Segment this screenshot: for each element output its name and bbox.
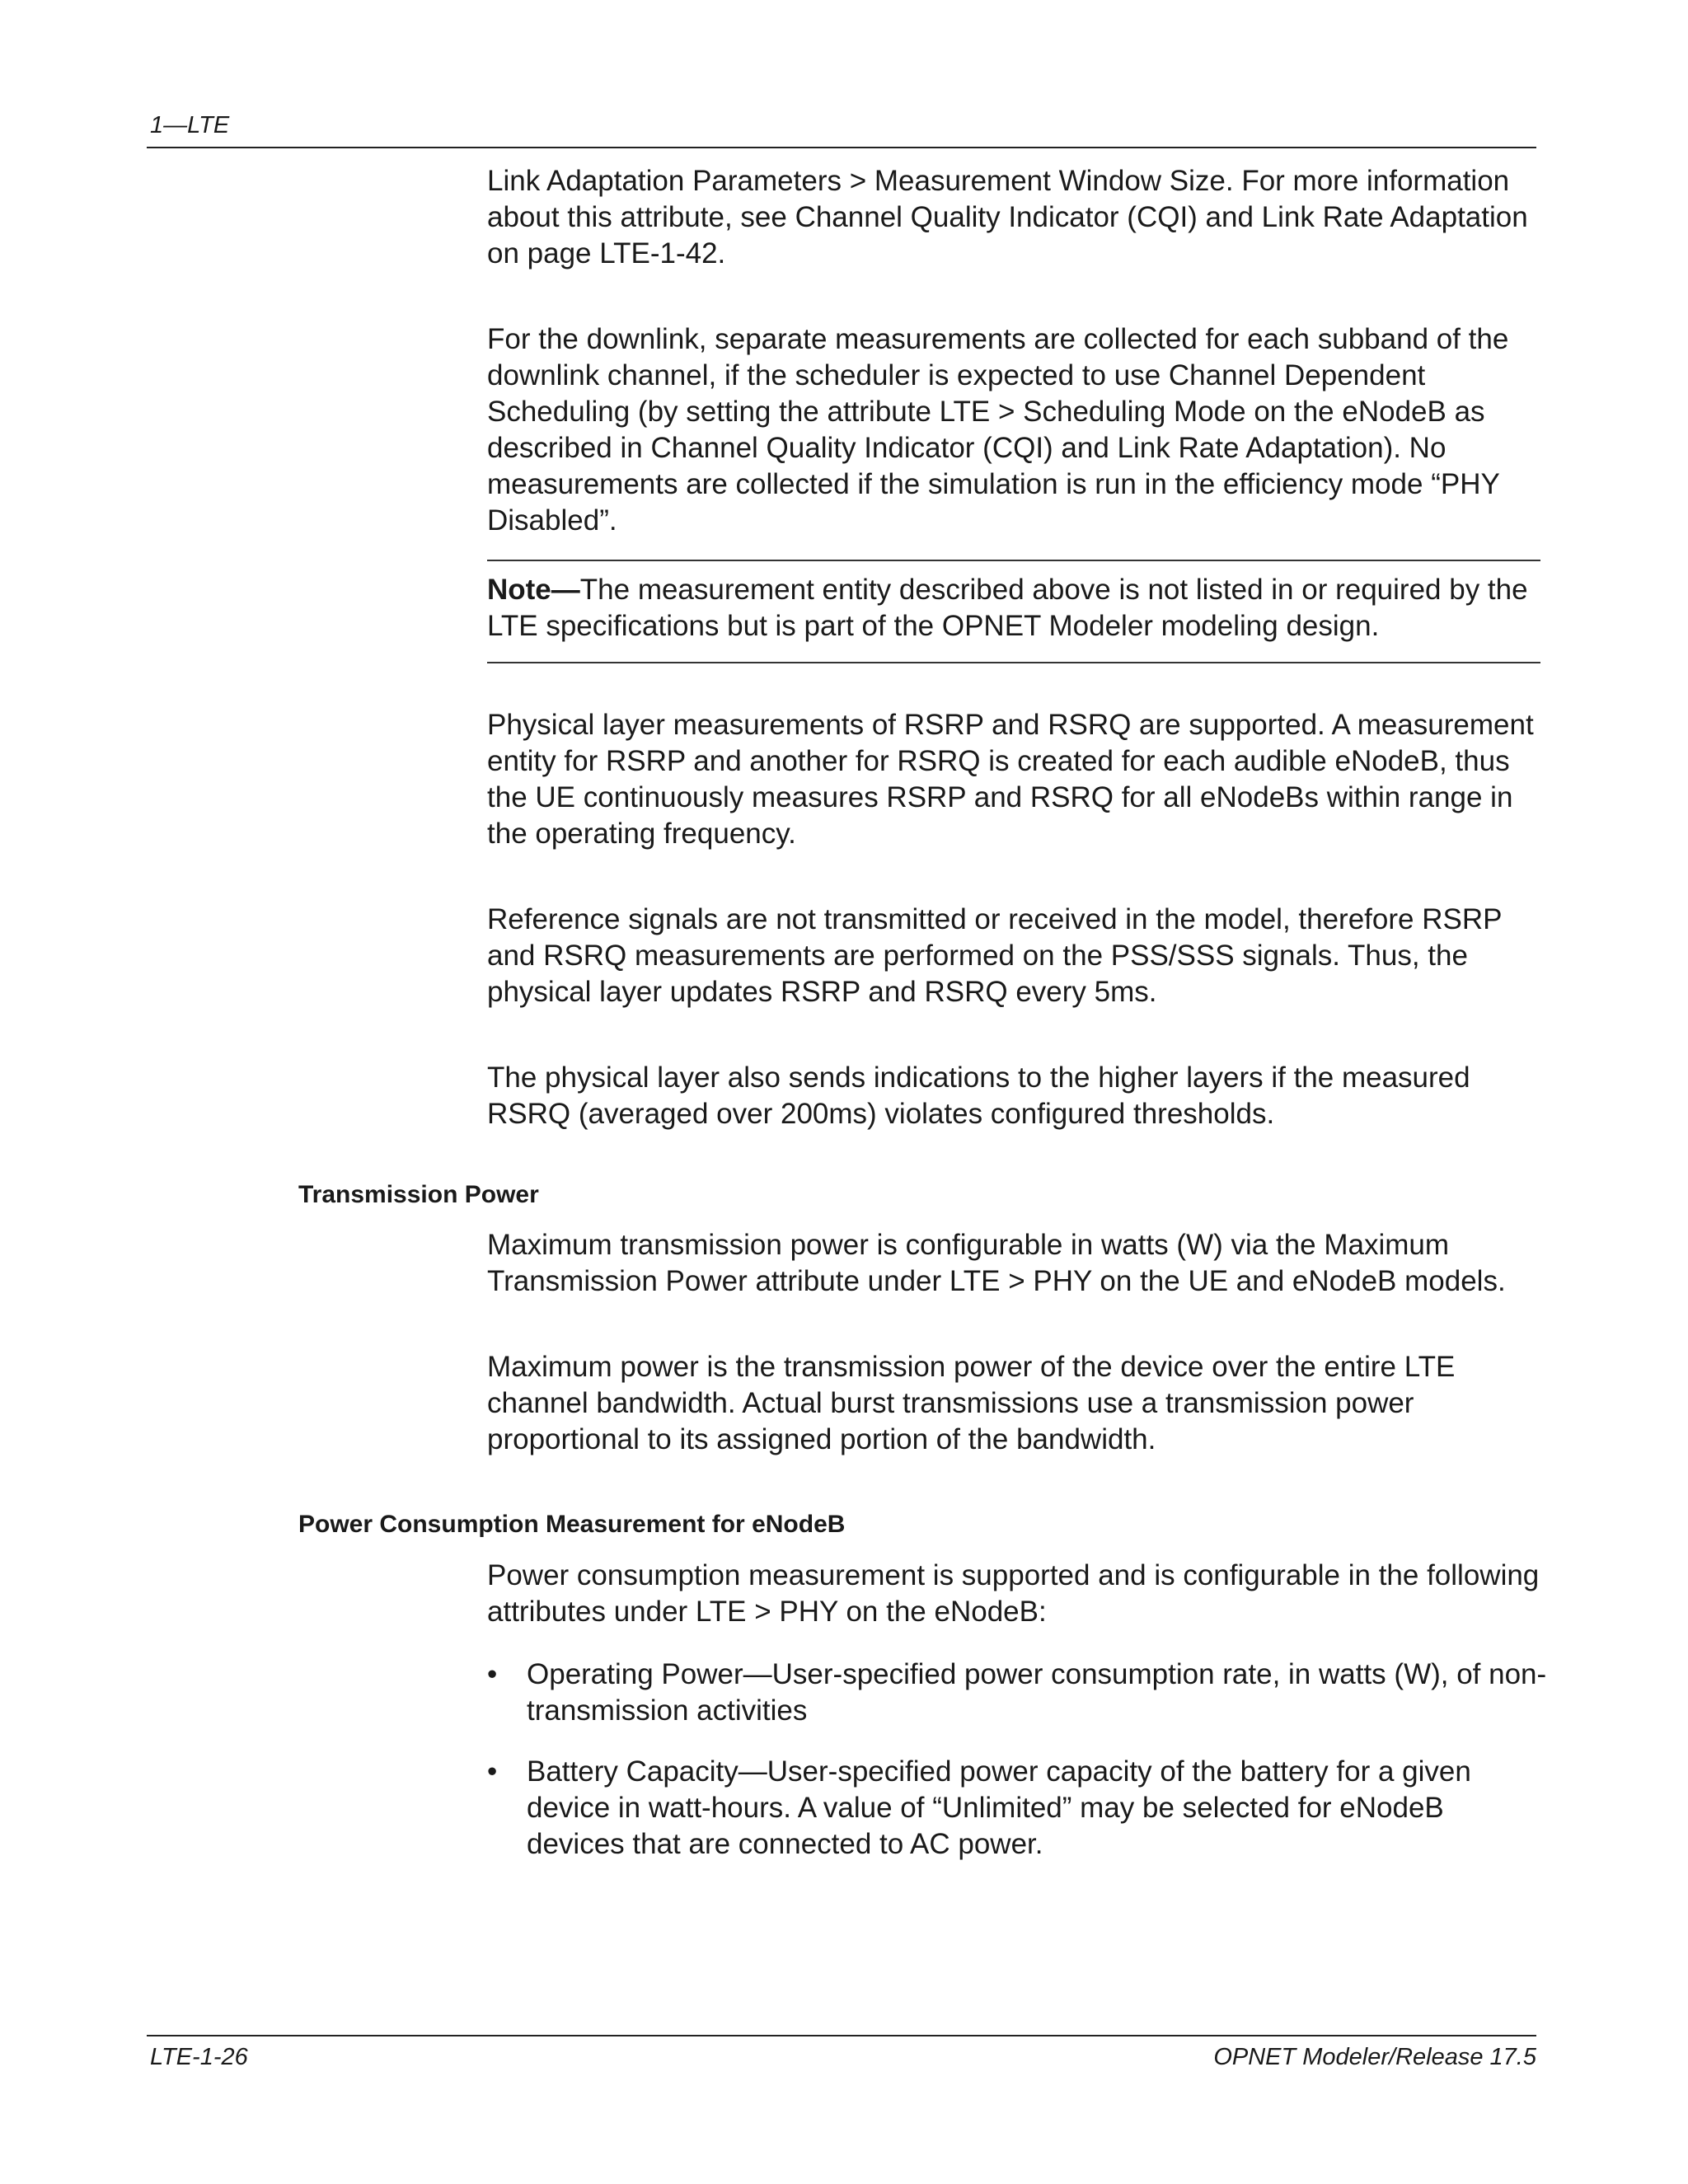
paragraph-higher-layer-indications: [487, 1060, 1550, 1132]
paragraph-downlink-measurements: [487, 321, 1550, 539]
paragraph-text: Physical layer measurements of RSRP and RSRQ are supported. A measurement entity for RSRP and another for RSRQ is created for each audible eNodeB, thus the UE continuously measures RSRP and RSRQ for all eNodeBs within range in the operating frequency.: [487, 709, 1534, 850]
paragraph-text: Maximum transmission power is configurable in watts (W) via the Maximum Transmission Power attribute under LTE > PHY on the UE and eNodeB models.: [487, 1229, 1506, 1297]
paragraph-text: Power consumption measurement is supported and is configurable in the following attributes under LTE > PHY on the eNodeB:: [487, 1559, 1540, 1628]
footer-page-number: LTE-1-26: [150, 2044, 248, 2070]
heading-power-consumption: Power Consumption Measurement for eNodeB: [298, 1511, 846, 1538]
note-box: [487, 572, 1550, 644]
paragraph-max-transmission-power: [487, 1227, 1550, 1300]
paragraph-text: For the downlink, separate measurements are collected for each subband of the downlink channel, if the scheduler is expected to use Channel Dependent Scheduling (by setting the attribute LTE > Scheduling Mode on the eNodeB as described in Channel Quality Indicator (CQI) and Link Rate Adaptation). No measurements are collected if the simulation is run in the efficiency mode “PHY Disabled”.: [487, 323, 1509, 537]
paragraph-text: Link Adaptation Parameters > Measurement Window Size. For more information about this attribute, see Channel Quality Indicator (CQI) and Link Rate Adaptation on page LTE-1-42.: [487, 165, 1528, 269]
footer-rule: [147, 2035, 1536, 2036]
bullet-text: Battery Capacity—User-specified power capacity of the battery for a given device in watt-hours. A value of “Unlimited” may be selected for eNodeB devices that are connected to AC power.: [527, 1755, 1471, 1860]
bullet-marker: •: [487, 1658, 498, 1690]
running-header: 1—LTE: [150, 112, 230, 138]
paragraph-text: The physical layer also sends indications to the higher layers if the measured RSRQ (averaged over 200ms) violates configured thresholds.: [487, 1062, 1470, 1130]
note-top-rule: [487, 560, 1540, 561]
note-bottom-rule: [487, 662, 1540, 663]
footer-product: OPNET Modeler/Release 17.5: [1213, 2044, 1536, 2070]
paragraph-max-power-bandwidth: [487, 1349, 1550, 1458]
bullet-text: Operating Power—User-specified power consumption rate, in watts (W), of non-transmission activities: [527, 1658, 1547, 1727]
heading-transmission-power: Transmission Power: [298, 1181, 539, 1208]
paragraph-text: Maximum power is the transmission power of the device over the entire LTE channel bandwidth. Actual burst transmissions use a transmission power proportional to its assigned portion of the bandwidth.: [487, 1351, 1456, 1455]
note-text: The measurement entity described above is not listed in or required by the LTE specifications but is part of the OPNET Modeler modeling design.: [487, 574, 1528, 642]
bullet-marker: •: [487, 1755, 498, 1788]
paragraph-text: Reference signals are not transmitted or received in the model, therefore RSRP and RSRQ measurements are performed on the PSS/SSS signals. Thus, the physical layer updates RSRP and RSRQ every 5ms.: [487, 903, 1502, 1008]
paragraph-rsrp-rsrq: [487, 707, 1550, 852]
paragraph-power-consumption: [487, 1558, 1550, 1630]
paragraph-reference-signals: [487, 902, 1550, 1010]
note-label: Note—: [487, 574, 580, 606]
paragraph-link-adaptation: [487, 163, 1550, 272]
header-rule: [147, 147, 1536, 148]
